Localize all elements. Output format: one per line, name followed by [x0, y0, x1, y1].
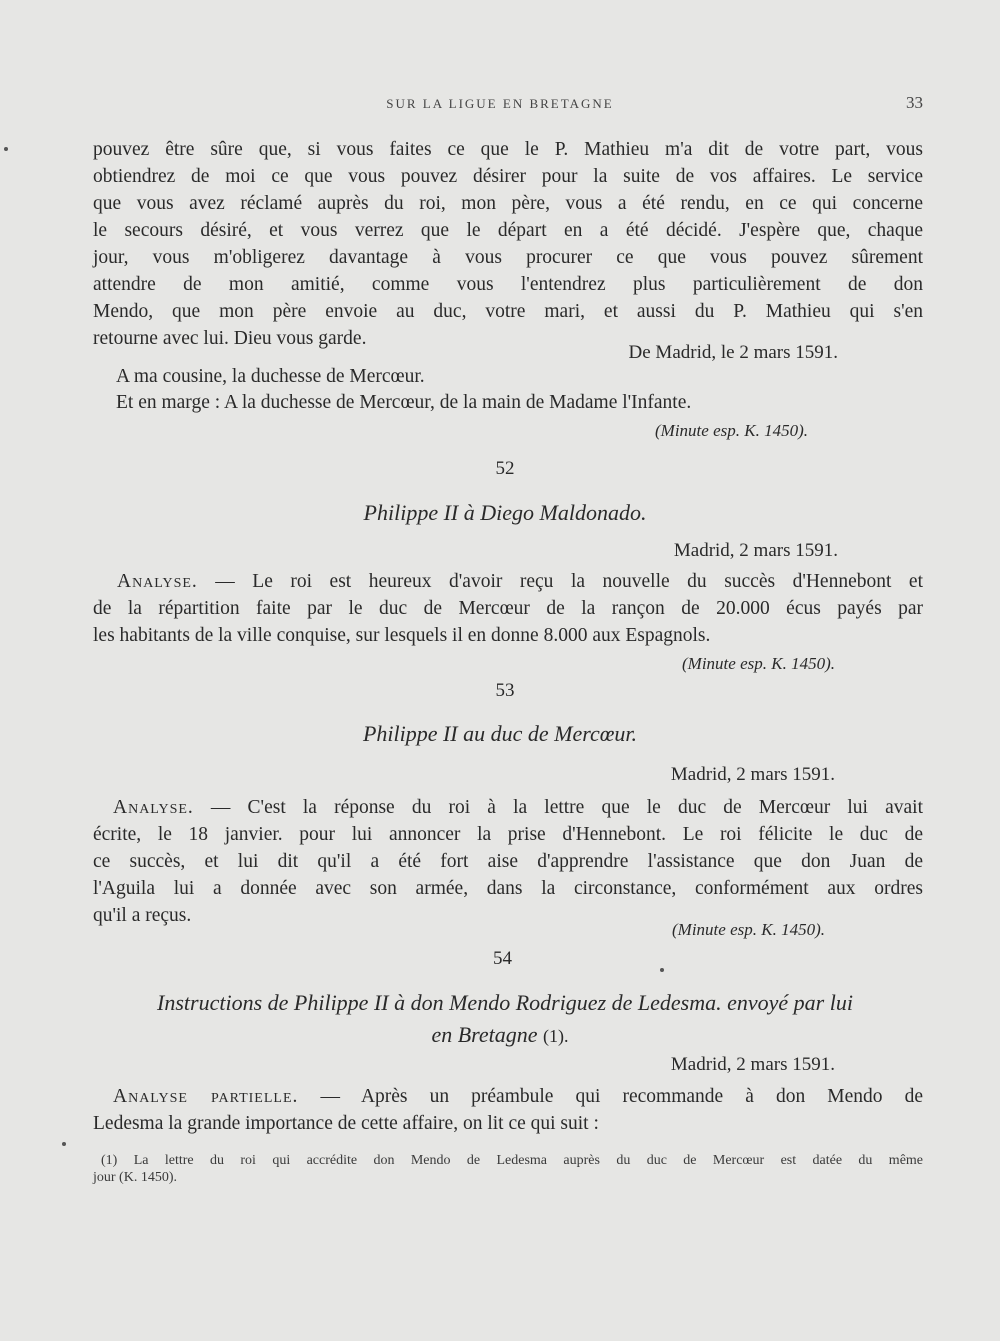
footnote-marker: (1) — [101, 1153, 118, 1168]
letter-body — [93, 136, 923, 352]
text-line: de la répartition faite par le duc de Mercœur de la rançon de 20.000 écus payés par — [93, 598, 923, 619]
text-line: attendre de mon amitié, comme vous l'entendrez plus particulièrement de don — [93, 274, 923, 295]
text-line: obtiendrez de moi ce que vous pouvez désirer pour la suite de vos affaires. Le service — [93, 166, 923, 187]
text-line: qu'il a reçus. — [93, 905, 192, 926]
text-line: retourne avec lui. Dieu vous garde. — [93, 328, 367, 349]
text-span: — Le roi est heureux d'avoir reçu la nouvelle du succès d'Hennebont et — [215, 571, 923, 592]
scan-speck — [62, 1142, 66, 1146]
text-line — [93, 1083, 923, 1110]
address-line: A ma cousine, la duchesse de Mercœur. — [116, 366, 425, 387]
footnote-text: La lettre du roi qui accrédite don Mendo de Ledesma auprès du duc de Mercœur est datée du même — [133, 1153, 924, 1168]
text-line: les habitants de la ville conquise, sur lesquels il en donne 8.000 aux Espagnols. — [93, 625, 711, 646]
scan-speck — [4, 147, 8, 151]
running-title: SUR LA LIGUE EN BRETAGNE — [386, 96, 614, 111]
document-date: Madrid, 2 mars 1591. — [673, 540, 838, 561]
text-line — [93, 794, 923, 821]
analysis-paragraph — [93, 794, 923, 929]
source-citation: (Minute esp. K. 1450). — [682, 654, 835, 673]
document-date: Madrid, 2 mars 1591. — [670, 764, 835, 785]
text-line: ce succès, et lui dit qu'il a été fort aise d'apprendre l'assistance que don Juan de — [93, 851, 923, 872]
footnote-line: jour (K. 1450). — [93, 1170, 177, 1185]
source-citation: (Minute esp. K. 1450). — [655, 421, 808, 440]
footnote — [93, 1152, 923, 1186]
document-title: Philippe II à Diego Maldonado. — [363, 500, 647, 525]
text-line: jour, vous m'obligerez davantage à vous procurer ce que vous pouvez sûrement — [93, 247, 923, 268]
text-line: que vous avez réclamé auprès du roi, mon père, vous a été rendu, en ce qui concerne — [93, 193, 923, 214]
footnote-line — [93, 1152, 923, 1169]
analysis-label: Analyse partielle. — [113, 1086, 299, 1107]
text-line: pouvez être sûre que, si vous faites ce que le P. Mathieu m'a dit de votre part, vous — [93, 139, 923, 160]
document-title: Philippe II au duc de Mercœur. — [362, 721, 638, 746]
document-date: Madrid, 2 mars 1591. — [670, 1054, 835, 1075]
text-line: Ledesma la grande importance de cette affaire, on lit ce qui suit : — [93, 1113, 599, 1134]
page-number: 33 — [906, 93, 923, 112]
dateline: De Madrid, le 2 mars 1591. — [628, 342, 838, 363]
document-title-continued — [0, 1022, 1000, 1048]
margin-note: Et en marge : A la duchesse de Mercœur, de la main de Madame l'Infante. — [116, 392, 692, 413]
analysis-paragraph — [93, 1083, 923, 1137]
footnote-reference: (1). — [543, 1026, 569, 1046]
analysis-label: Analyse. — [113, 797, 194, 818]
analysis-paragraph — [93, 568, 923, 649]
text-line: le secours désiré, et vous verrez que le départ en a été décidé. J'espère que, chaque — [93, 220, 923, 241]
text-line: l'Aguila lui a donnée avec son armée, dans la circonstance, conformément aux ordres — [93, 878, 923, 899]
scan-speck — [660, 968, 664, 972]
text-line — [93, 568, 923, 595]
document-number: 53 — [495, 680, 515, 701]
document-title: Instructions de Philippe II à don Mendo Rodriguez de Ledesma. envoyé par lui — [157, 990, 853, 1015]
text-line: Mendo, que mon père envoie au duc, votre mari, et aussi du P. Mathieu qui s'en — [93, 301, 923, 322]
text-line: écrite, le 18 janvier. pour lui annoncer la prise d'Hennebont. Le roi félicite le duc de — [93, 824, 923, 845]
title-text: en Bretagne — [431, 1022, 538, 1047]
document-number: 52 — [495, 458, 515, 479]
document-number: 54 — [493, 948, 512, 969]
text-span: — Après un préambule qui recommande à don Mendo de — [320, 1086, 923, 1107]
analysis-label: Analyse. — [117, 571, 198, 592]
source-citation: (Minute esp. K. 1450). — [672, 920, 825, 939]
text-span: — C'est la réponse du roi à la lettre que le duc de Mercœur lui avait — [210, 797, 923, 818]
